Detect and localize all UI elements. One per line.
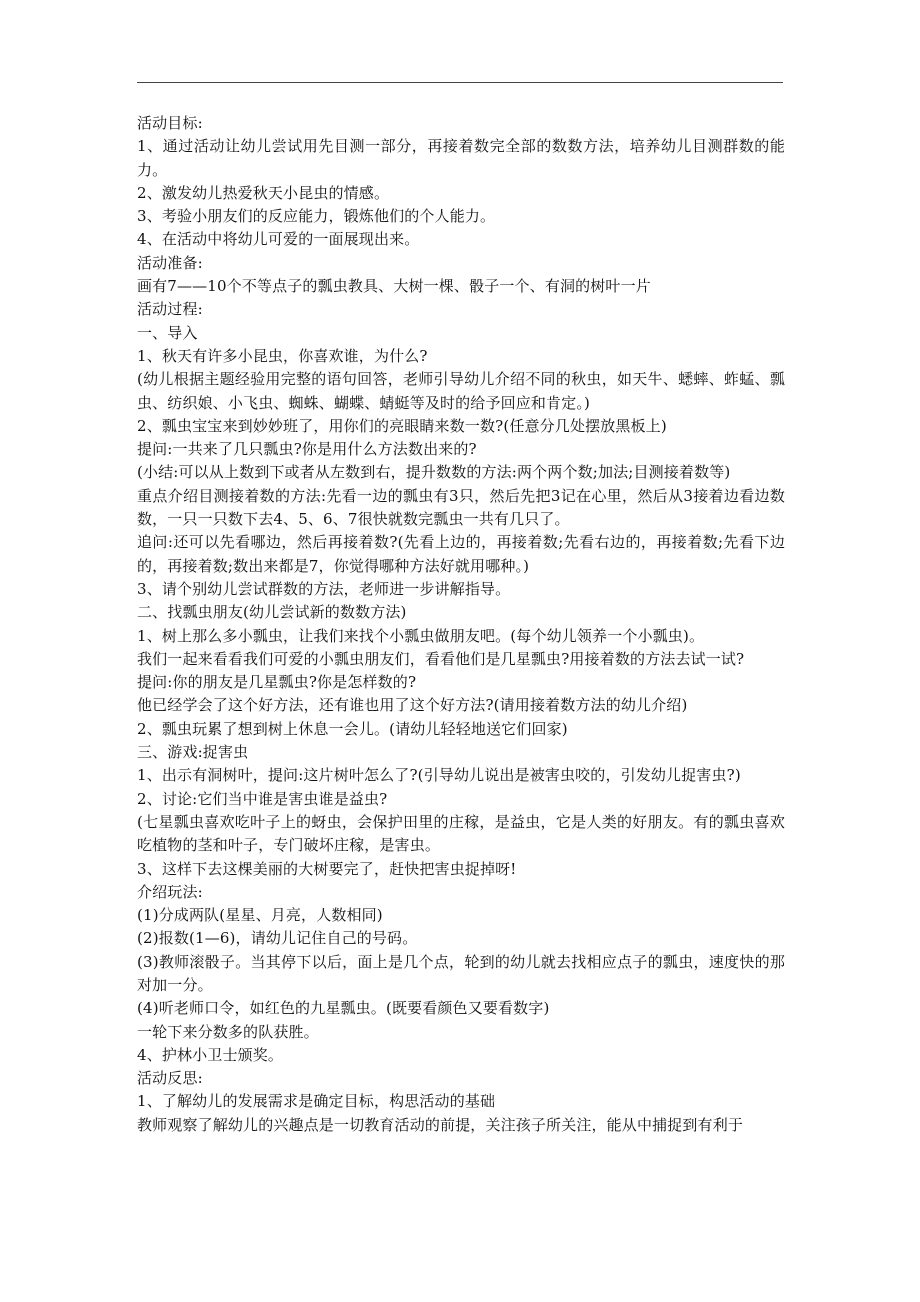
header-rule [137, 82, 783, 83]
paragraph: 追问:还可以先看哪边，然后再接着数?(先看上边的，再接着数;先看右边的，再接着数;先看下边的，再接着数;数出来都是7，你觉得哪种方法好就用哪种。) [137, 533, 785, 575]
paragraph: 1、出示有洞树叶，提问:这片树叶怎么了?(引导幼儿说出是被害虫咬的，引发幼儿捉害虫?) [137, 766, 741, 785]
paragraph: 我们一起来看看我们可爱的小瓢虫朋友们，看看他们是几星瓢虫?用接着数的方法去试一试? [137, 649, 745, 668]
paragraph: 2、讨论:它们当中谁是害虫谁是益虫? [137, 789, 388, 808]
paragraph: 1、了解幼儿的发展需求是确定目标，构思活动的基础 [137, 1092, 496, 1111]
rule-item-2: (2)报数(1—6)，请幼儿记住自己的号码。 [137, 929, 418, 948]
goal-item-4: 4、在活动中将幼儿可爱的一面展现出来。 [137, 230, 420, 249]
rule-item-4: (4)听老师口令，如红色的九星瓢虫。(既要看颜色又要看数字) [137, 999, 550, 1018]
paragraph: 2、瓢虫宝宝来到妙妙班了，用你们的亮眼睛来数一数?(任意分几处摆放黑板上) [137, 416, 667, 435]
section-find-friends: 二、找瓢虫朋友(幼儿尝试新的数数方法) [137, 603, 407, 622]
paragraph: 1、树上那么多小瓢虫，让我们来找个小瓢虫做朋友吧。(每个幼儿领养一个小瓢虫)。 [137, 626, 705, 645]
heading-process: 活动过程: [137, 300, 203, 319]
heading-goals: 活动目标: [137, 114, 203, 132]
section-game: 三、游戏:捉害虫 [137, 743, 249, 762]
paragraph: 3、请个别幼儿尝试群数的方法，老师进一步讲解指导。 [137, 579, 511, 598]
paragraph: 1、秋天有许多小昆虫，你喜欢谁，为什么? [137, 346, 428, 365]
paragraph: (幼儿根据主题经验用完整的语句回答，老师引导幼儿介绍不同的秋虫，如天牛、蟋蟀、蚱蜢、瓢虫、纺织娘、小飞虫、蜘蛛、蝴蝶、蜻蜓等及时的给予回应和肯定。) [137, 370, 785, 412]
paragraph: 重点介绍目测接着数的方法:先看一边的瓢虫有3只，然后先把3记在心里，然后从3接着边看边数数，一只一只数下去4、5、6、7很快就数完瓢虫一共有几只了。 [137, 486, 785, 529]
section-intro: 一、导入 [137, 323, 198, 342]
paragraph: 4、护林小卫士颁奖。 [137, 1045, 284, 1064]
heading-preparation: 活动准备: [137, 253, 203, 272]
heading-rules: 介绍玩法: [137, 882, 203, 901]
paragraph: 一轮下来分数多的队获胜。 [137, 1022, 319, 1041]
paragraph: 提问:你的朋友是几星瓢虫?你是怎样数的? [137, 673, 417, 692]
paragraph: 他已经学会了这个好方法，还有谁也用了这个好方法?(请用接着数方法的幼儿介绍) [137, 696, 688, 715]
paragraph: 提问:一共来了几只瓢虫?你是用什么方法数出来的? [137, 440, 477, 459]
document-body [137, 112, 785, 1137]
paragraph: (七星瓢虫喜欢吃叶子上的蚜虫，会保护田里的庄稼，是益虫，它是人类的好朋友。有的瓢虫喜欢吃植物的茎和叶子，专门破坏庄稼，是害虫。 [137, 812, 785, 855]
paragraph: (小结:可以从上数到下或者从左数到右，提升数数的方法:两个两个数;加法;目测接着数等) [137, 463, 731, 482]
goal-item-2: 2、激发幼儿热爱秋天小昆虫的情感。 [137, 183, 390, 202]
heading-reflection: 活动反思: [137, 1069, 203, 1088]
paragraph: 2、瓢虫玩累了想到树上休息一会儿。(请幼儿轻轻地送它们回家) [137, 719, 568, 738]
goal-item-3: 3、考验小朋友们的反应能力，锻炼他们的个人能力。 [137, 207, 496, 226]
paragraph: 3、这样下去这棵美丽的大树要完了，赶快把害虫捉掉呀! [137, 859, 517, 878]
paragraph: 教师观察了解幼儿的兴趣点是一切教育活动的前提，关注孩子所关注，能从中捕捉到有利于 [137, 1115, 744, 1134]
rule-item-1: (1)分成两队(星星、月亮，人数相同) [137, 906, 383, 925]
goal-item-1: 1、通过活动让幼儿尝试用先目测一部分，再接着数完全部的数数方法，培养幼儿目测群数的能力。 [137, 137, 785, 179]
rule-item-3: (3)教师滚骰子。当其停下以后，面上是几个点，轮到的幼儿就去找相应点子的瓢虫，速度快的那对加一分。 [137, 952, 785, 994]
preparation-text: 画有7——10个不等点子的瓢虫教具、大树一棵、骰子一个、有洞的树叶一片 [137, 277, 651, 296]
